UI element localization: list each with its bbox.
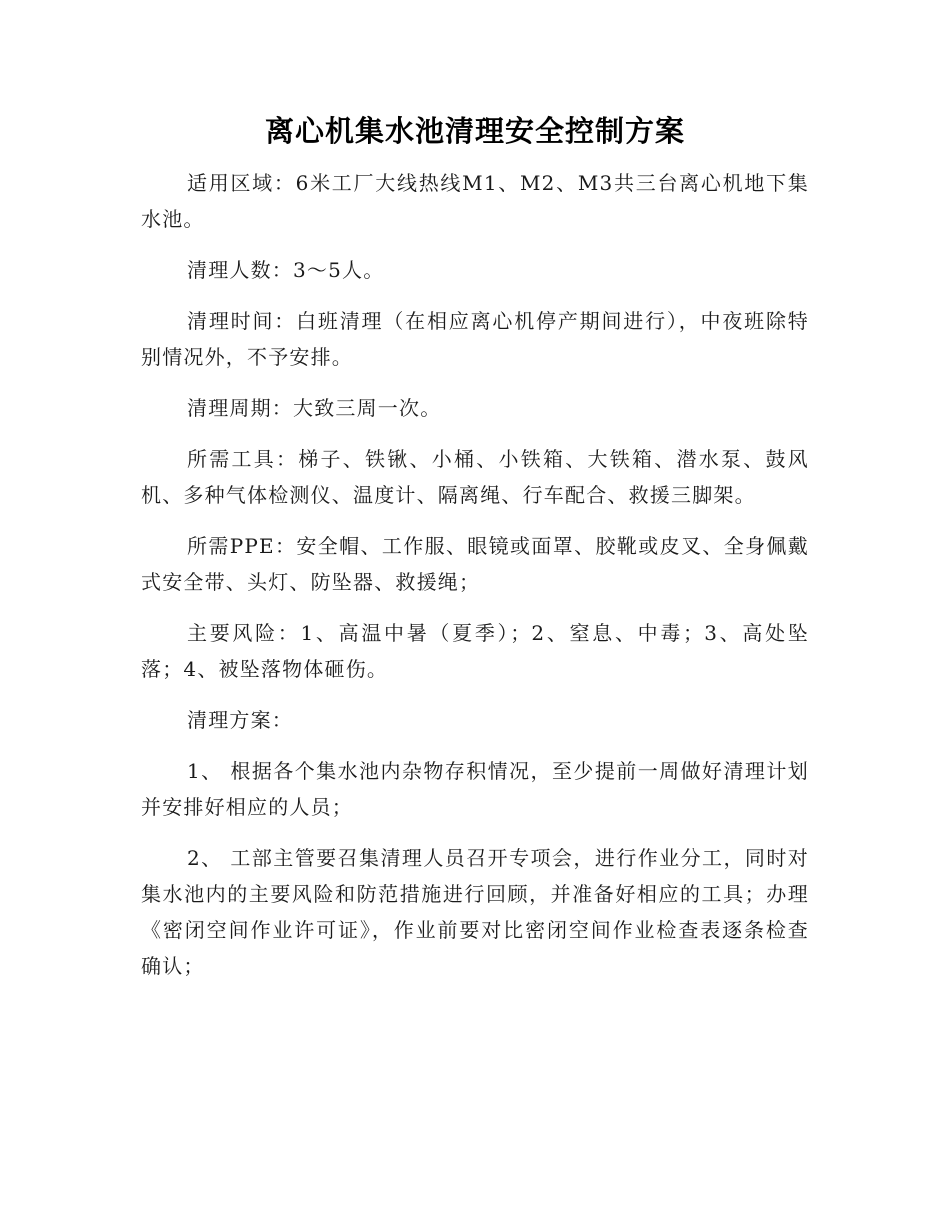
- paragraph-ppe: 所需PPE：安全帽、工作服、眼镜或面罩、胶靴或皮叉、全身佩戴式安全带、头灯、防坠器、救援绳；: [141, 534, 809, 594]
- paragraph-tools: 所需工具：梯子、铁锹、小桶、小铁箱、大铁箱、潜水泵、鼓风机、多种气体检测仪、温度计、隔离绳、行车配合、救援三脚架。: [141, 447, 809, 507]
- paragraph-cycle: 清理周期：大致三周一次。: [187, 396, 442, 420]
- paragraph-headcount: 清理人数：3～5人。: [187, 258, 385, 282]
- document-title: 离心机集水池清理安全控制方案: [264, 114, 685, 148]
- paragraph-step-1: 1、 根据各个集水池内杂物存积情况，至少提前一周做好清理计划并安排好相应的人员；: [141, 759, 809, 819]
- paragraph-area: 适用区域：6米工厂大线热线M1、M2、M3共三台离心机地下集水池。: [141, 171, 809, 231]
- paragraph-schedule: 清理时间：白班清理（在相应离心机停产期间进行），中夜班除特别情况外，不予安排。: [141, 309, 809, 369]
- paragraph-risks: 主要风险：1、高温中暑（夏季）；2、窒息、中毒；3、高处坠落；4、被坠落物体砸伤。: [141, 621, 809, 681]
- paragraph-step-2: 2、 工部主管要召集清理人员召开专项会，进行作业分工，同时对集水池内的主要风险和防范措施进行回顾，并准备好相应的工具；办理《密闭空间作业许可证》，作业前要对比密闭空间作业检查表逐条检查确认；: [141, 846, 809, 978]
- document-body: [141, 165, 809, 999]
- paragraph-plan-heading: 清理方案：: [187, 708, 293, 732]
